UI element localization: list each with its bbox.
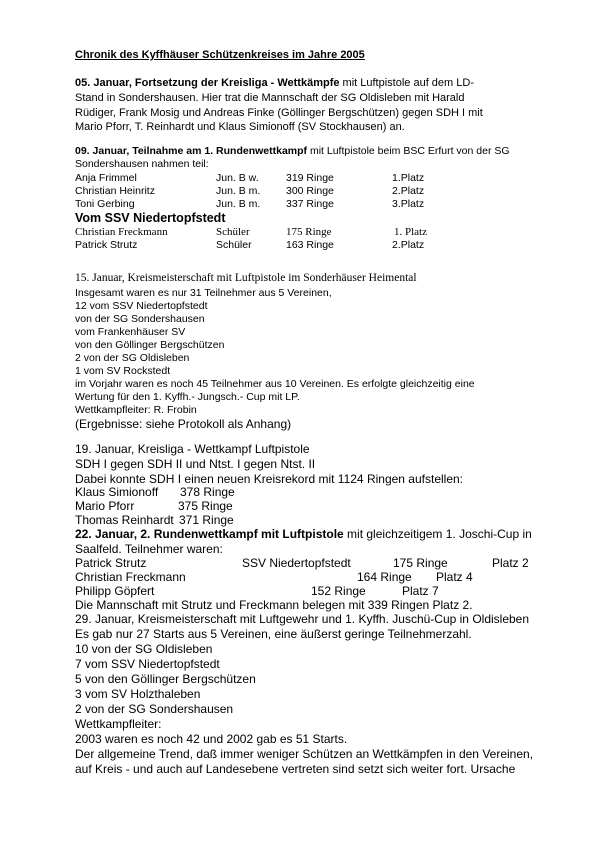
result-class: Jun. B w.	[216, 172, 259, 184]
entry-05-januar-line-4: Mario Pforr, T. Reinhardt und Klaus Simionoff (SV Stockhausen) an.	[75, 121, 405, 133]
entry-15-januar-heading: 15. Januar, Kreismeisterschaft mit Luftpistole im Sonderhäuser Heimental	[75, 272, 417, 284]
result-place: 2.Platz	[392, 185, 425, 197]
entry-29-januar-line: 2003 waren es noch 42 und 2002 gab es 51 Starts.	[75, 732, 348, 746]
result-rings: 371 Ringe	[179, 513, 234, 527]
entry-15-januar-line: im Vorjahr waren es noch 45 Teilnehmer aus 10 Vereinen. Es erfolgte gleichzeitig eine	[75, 378, 475, 390]
entry-text: mit Luftpistole auf dem LD-	[339, 77, 474, 89]
entry-22-januar-line-1	[75, 528, 532, 540]
page-title: Chronik des Kyffhäuser Schützenkreises im Jahre 2005	[75, 49, 365, 61]
result-class: Schüler	[216, 239, 252, 251]
result-name: Christian Freckmann	[75, 226, 168, 238]
entry-15-januar-line: Insgesamt waren es nur 31 Teilnehmer aus 5 Vereinen,	[75, 287, 332, 299]
result-place: 1. Platz	[394, 226, 427, 238]
protocol-note: (Ergebnisse: siehe Protokoll als Anhang)	[75, 417, 292, 431]
result-name: Thomas Reinhardt	[75, 513, 174, 527]
entry-22-januar-summary: Die Mannschaft mit Strutz und Freckmann belegen mit 339 Ringen Platz 2.	[75, 598, 473, 612]
result-name: Toni Gerbing	[75, 198, 135, 210]
result-rings: 319 Ringe	[286, 172, 334, 184]
entry-19-januar-line-2: SDH I gegen SDH II und Ntst. I gegen Ntst. II	[75, 457, 316, 471]
entry-15-januar-line: 2 von der SG Oldisleben	[75, 352, 190, 364]
result-rings: 300 Ringe	[286, 185, 334, 197]
result-place: 2.Platz	[392, 239, 425, 251]
entry-15-januar-line: von der SG Sondershausen	[75, 313, 205, 325]
result-rings: 175 Ringe	[393, 556, 448, 570]
result-name: Philipp Göpfert	[75, 584, 155, 598]
entry-29-januar-line: 2 von der SG Sondershausen	[75, 702, 234, 716]
entry-29-januar-line: 7 vom SSV Niedertopfstedt	[75, 657, 220, 671]
result-name: Christian Heinritz	[75, 185, 155, 197]
entry-19-januar-line-3: Dabei konnte SDH I einen neuen Kreisrekord mit 1124 Ringen aufstellen:	[75, 472, 464, 486]
entry-29-januar-line: 3 vom SV Holzthaleben	[75, 687, 201, 701]
entry-15-januar-line: 12 vom SSV Niedertopfstedt	[75, 300, 208, 312]
entry-heading: 05. Januar, Fortsetzung der Kreisliga - Wettkämpfe	[75, 77, 340, 89]
result-class: Jun. B m.	[216, 185, 261, 197]
entry-29-januar-line: Der allgemeine Trend, daß immer weniger Schützen an Wettkämpfen in den Vereinen,	[75, 747, 534, 761]
entry-15-januar-line: von den Göllinger Bergschützen	[75, 339, 225, 351]
result-name: Christian Freckmann	[75, 570, 186, 584]
entry-29-januar-line: 10 von der SG Oldisleben	[75, 642, 213, 656]
entry-15-januar-line: Wettkampfleiter: R. Frobin	[75, 404, 197, 416]
entry-15-januar-line: Wertung für den 1. Kyffh.- Jungsch.- Cup mit LP.	[75, 391, 300, 403]
result-name: Patrick Strutz	[75, 556, 147, 570]
entry-05-januar-line-1	[75, 78, 474, 89]
result-place: 1.Platz	[392, 172, 425, 184]
result-class: Schüler	[216, 226, 250, 238]
entry-09-januar-line-2: Sondershausen nahmen teil:	[75, 158, 209, 170]
result-name: Patrick Strutz	[75, 239, 138, 251]
result-rings: 164 Ringe	[357, 570, 412, 584]
result-place: Platz 4	[436, 570, 473, 584]
entry-22-januar-line-2: Saalfeld. Teilnehmer waren:	[75, 542, 223, 556]
result-name: Klaus Simionoff	[75, 485, 159, 499]
entry-29-januar-line: 29. Januar, Kreismeisterschaft mit Luftgewehr und 1. Kyffh. Juschü-Cup in Oldisleben	[75, 612, 530, 626]
result-rings: 337 Ringe	[286, 198, 334, 210]
entry-heading: 22. Januar, 2. Rundenwettkampf mit Luftpistole	[75, 527, 344, 541]
result-rings: 152 Ringe	[311, 584, 366, 598]
result-class: Jun. B m.	[216, 198, 261, 210]
entry-heading: 09. Januar, Teilnahme am 1. Rundenwettkampf	[75, 145, 308, 157]
result-rings: 375 Ringe	[178, 499, 233, 513]
entry-29-januar-line: 5 von den Göllinger Bergschützen	[75, 672, 256, 686]
entry-29-januar-line: Es gab nur 27 Starts aus 5 Vereinen, eine äußerst geringe Teilnehmerzahl.	[75, 627, 472, 641]
entry-19-januar-line-1: 19. Januar, Kreisliga - Wettkampf Luftpistole	[75, 442, 310, 456]
entry-05-januar-line-2: Stand in Sondershausen. Hier trat die Mannschaft der SG Oldisleben mit Harald	[75, 92, 465, 104]
entry-text: mit gleichzeitigem 1. Joschi-Cup in	[343, 527, 532, 541]
entry-29-januar-line: auf Kreis - und auch auf Landesebene vertreten sind setzt sich weiter fort. Ursache	[75, 762, 516, 776]
entry-29-januar-line: Wettkampfleiter:	[75, 717, 162, 731]
result-name: Mario Pforr	[75, 499, 135, 513]
result-club: SSV Niedertopfstedt	[242, 556, 351, 570]
result-rings: 378 Ringe	[180, 485, 235, 499]
entry-05-januar-line-3: Rüdiger, Frank Mosig und Andreas Finke (Göllinger Bergschützen) gegen SDH I mit	[75, 107, 483, 119]
result-place: Platz 7	[402, 584, 439, 598]
entry-text: mit Luftpistole beim BSC Erfurt von der SG	[307, 145, 510, 157]
entry-09-januar-line-1	[75, 146, 510, 157]
entry-15-januar-line: 1 vom SV Rockstedt	[75, 365, 171, 377]
club-subheading: Vom SSV Niedertopfstedt	[75, 211, 226, 225]
result-place: 3.Platz	[392, 198, 425, 210]
result-rings: 163 Ringe	[286, 239, 334, 251]
entry-15-januar-line: vom Frankenhäuser SV	[75, 326, 186, 338]
result-rings: 175 Ringe	[286, 226, 332, 238]
result-place: Platz 2	[492, 556, 529, 570]
result-name: Anja Frimmel	[75, 172, 137, 184]
